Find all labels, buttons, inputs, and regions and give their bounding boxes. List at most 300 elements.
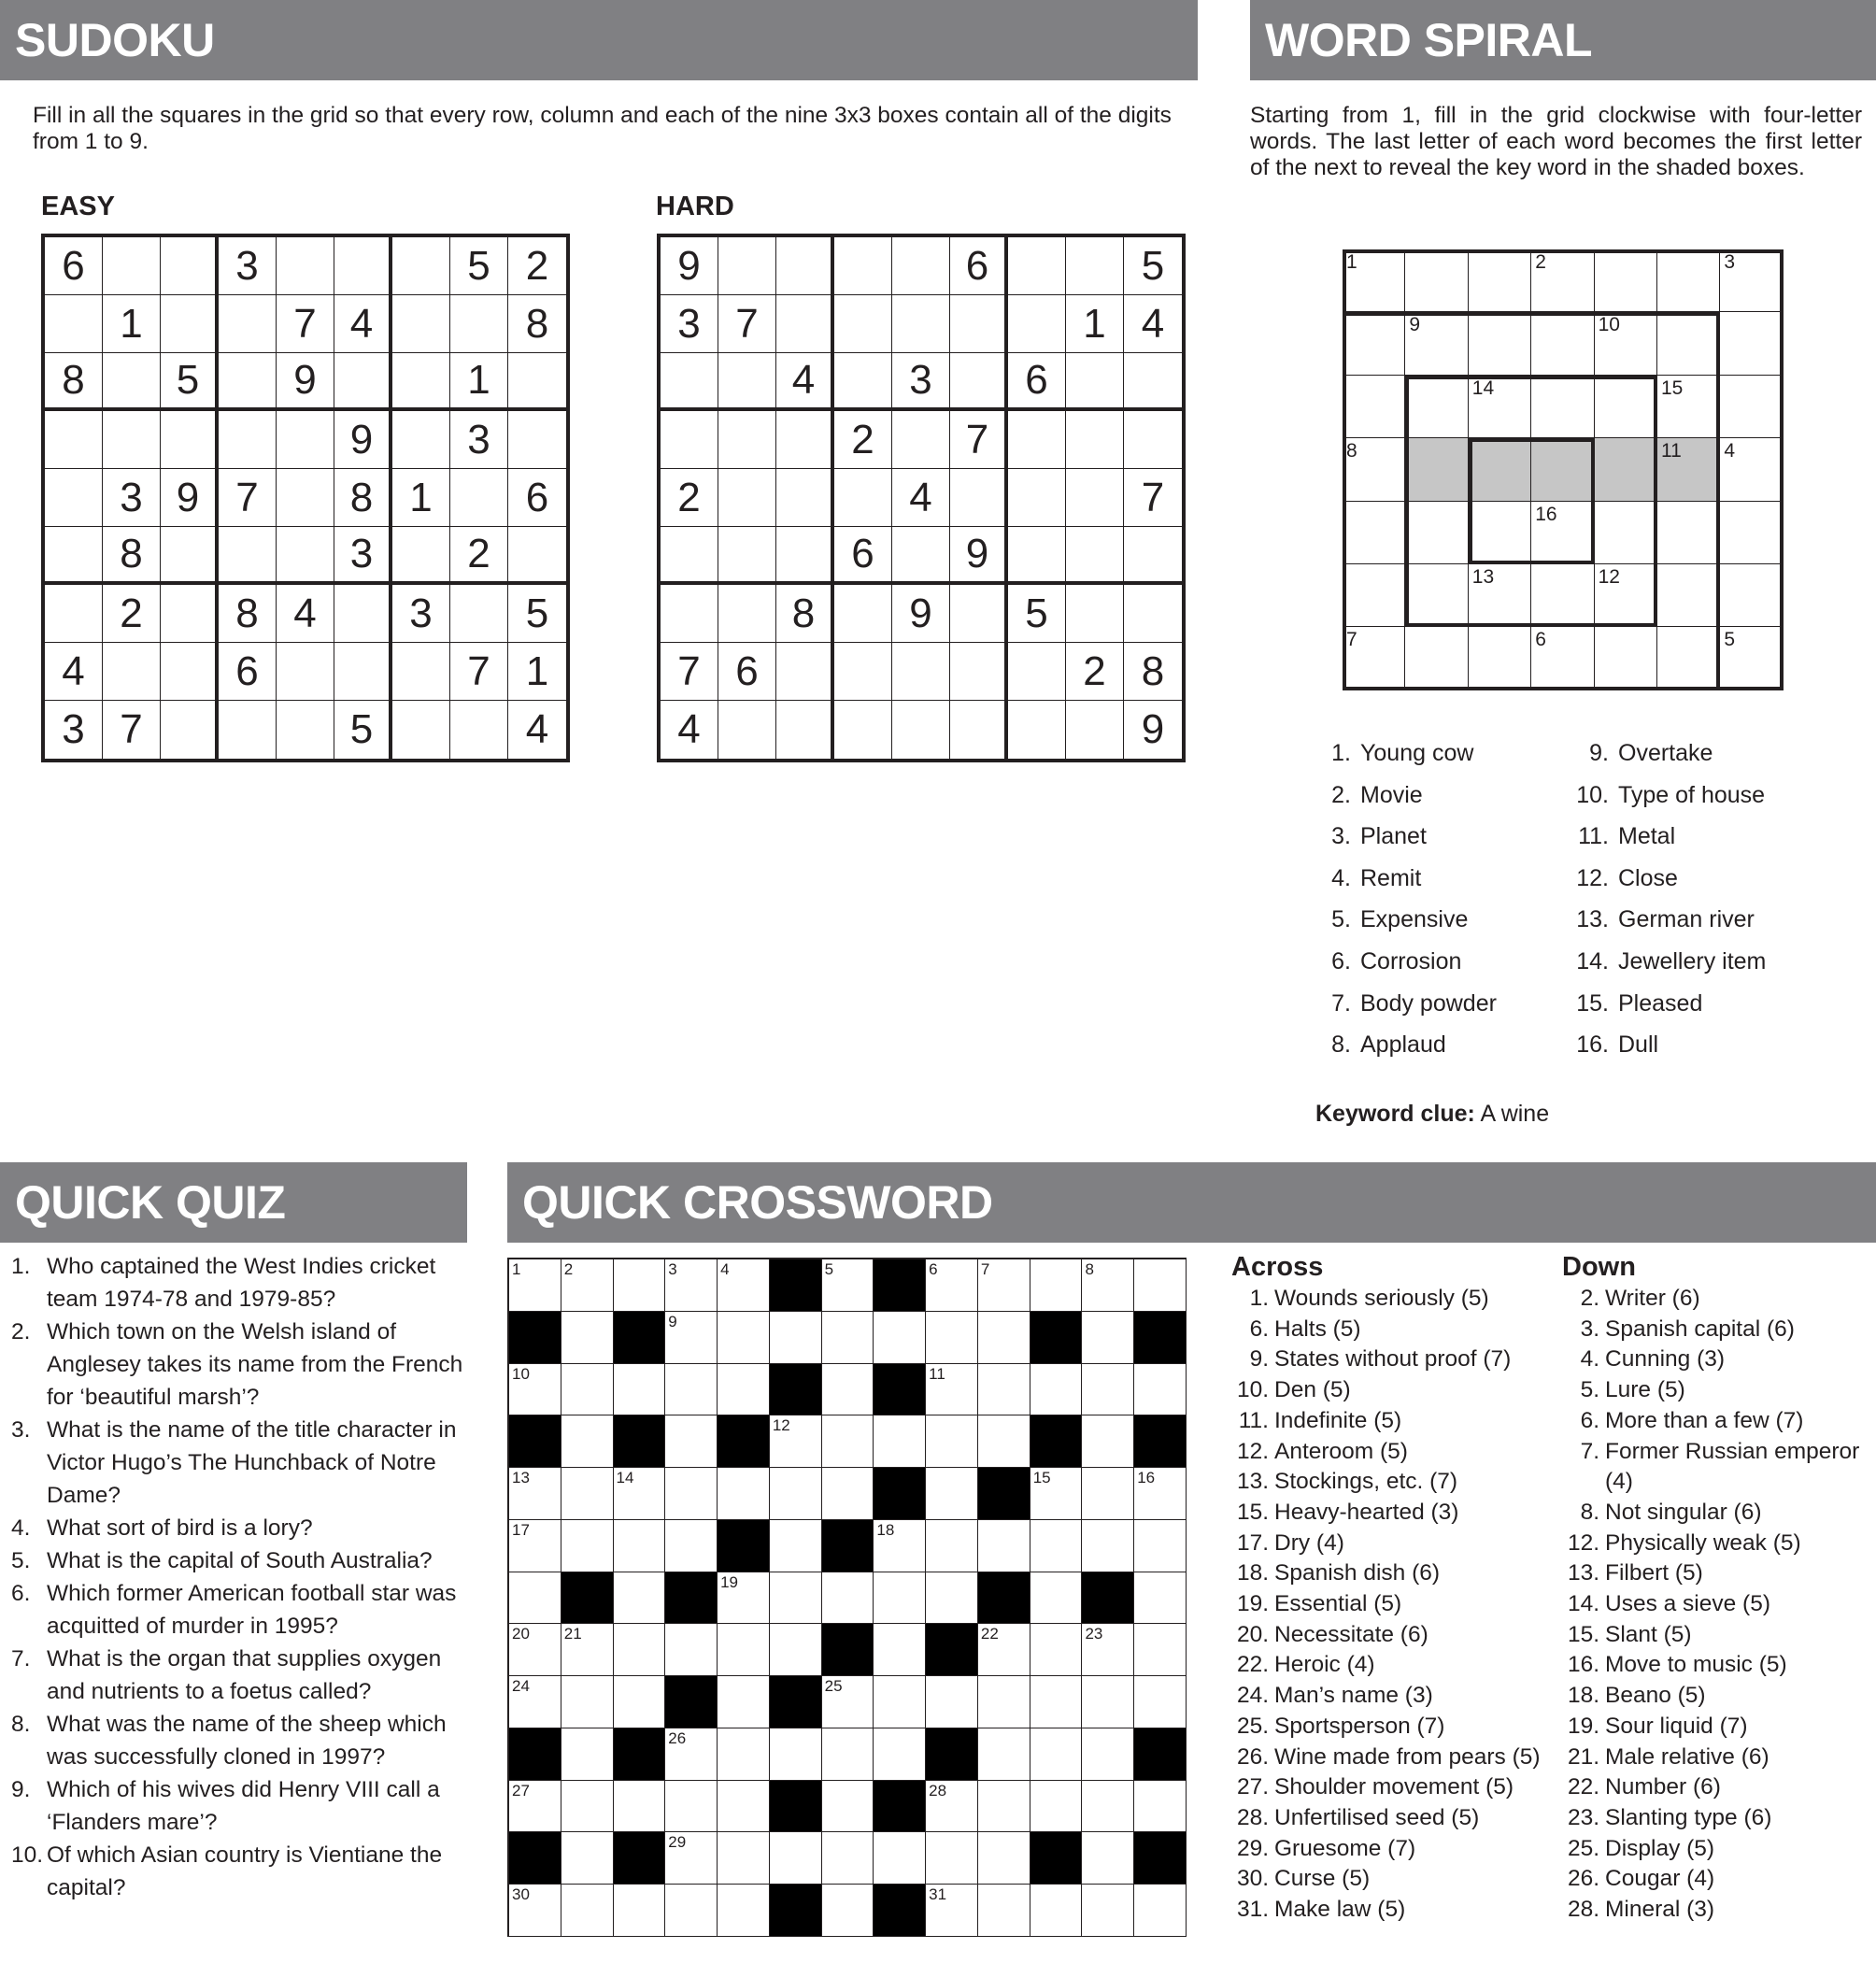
sudoku-cell [161, 237, 219, 295]
sudoku-cell: 4 [892, 469, 950, 527]
crossword-cell[interactable] [718, 1624, 770, 1676]
crossword-cell[interactable] [1030, 1364, 1083, 1416]
spiral-clue [1315, 1031, 1446, 1059]
crossword-cell[interactable] [665, 1781, 718, 1833]
crossword-cell[interactable] [561, 1312, 614, 1364]
crossword-cell[interactable] [665, 1832, 718, 1885]
spiral-cell-number: 6 [1535, 629, 1546, 651]
crossword-cell[interactable] [1082, 1676, 1134, 1728]
keyword-clue [1315, 1101, 1549, 1128]
crossword-cell[interactable] [614, 1624, 666, 1676]
crossword-cell[interactable] [718, 1832, 770, 1885]
crossword-cell[interactable] [874, 1728, 926, 1781]
crossword-cell[interactable] [1134, 1259, 1187, 1312]
crossword-cell[interactable] [874, 1676, 926, 1728]
crossword-cell[interactable] [1030, 1885, 1083, 1937]
sudoku-cell [834, 469, 892, 527]
crossword-cell[interactable] [926, 1520, 978, 1572]
crossword-cell[interactable] [874, 1832, 926, 1885]
sudoku-cell [1008, 411, 1066, 469]
down-clue-number: 28. [1567, 1897, 1599, 1923]
sudoku-cell [45, 411, 103, 469]
sudoku-cell [776, 643, 834, 701]
sudoku-cell: 7 [1124, 469, 1182, 527]
crossword-cell-number: 18 [876, 1520, 895, 1539]
crossword-cell[interactable] [874, 1520, 926, 1572]
crossword-cell[interactable] [561, 1676, 614, 1728]
crossword-cell-number: 16 [1137, 1469, 1156, 1487]
crossword-cell[interactable] [1134, 1520, 1187, 1572]
sudoku-cell [834, 643, 892, 701]
crossword-cell[interactable] [822, 1885, 874, 1937]
sudoku-cell [219, 295, 277, 353]
crossword-cell[interactable] [1134, 1468, 1187, 1520]
quiz-question-text: Which of his wives did Henry VIII call a ‘Flanders mare’? [47, 1777, 440, 1835]
spiral-cell-number: 10 [1598, 314, 1620, 336]
sudoku-cell [45, 585, 103, 643]
sudoku-cell: 2 [661, 469, 718, 527]
sudoku-cell: 2 [508, 237, 566, 295]
across-clue-number: 20. [1236, 1621, 1269, 1647]
spiral-clue-text: Planet [1360, 823, 1427, 850]
sudoku-cell: 4 [1124, 295, 1182, 353]
crossword-cell[interactable] [614, 1885, 666, 1937]
crossword-black-cell [1082, 1572, 1134, 1625]
crossword-black-cell [614, 1728, 666, 1781]
crossword-cell[interactable] [978, 1832, 1030, 1885]
crossword-cell[interactable] [978, 1312, 1030, 1364]
crossword-cell[interactable] [822, 1259, 874, 1312]
sudoku-cell [161, 701, 219, 759]
spiral-clue-number: 3. [1331, 823, 1351, 850]
crossword-cell[interactable] [1030, 1468, 1083, 1520]
quiz-question-text: What is the capital of South Australia? [47, 1548, 433, 1573]
crossword-cell[interactable] [926, 1364, 978, 1416]
down-clue-number: 18. [1567, 1683, 1599, 1709]
crossword-cell[interactable] [665, 1624, 718, 1676]
spiral-clue-number: 7. [1331, 989, 1351, 1017]
sudoku-cell [103, 643, 161, 701]
crossword-cell-number: 9 [668, 1312, 677, 1330]
crossword-cell[interactable] [718, 1468, 770, 1520]
sudoku-cell: 4 [525, 706, 549, 752]
sudoku-instructions: Fill in all the squares in the grid so that every row, column and each of the nine 3x3 boxes contain all of the digits from 1 to 9. [33, 103, 1172, 154]
sudoku-cell: 6 [950, 237, 1008, 295]
crossword-cell[interactable] [614, 1468, 666, 1520]
crossword-cell[interactable] [614, 1259, 666, 1312]
crossword-cell[interactable] [509, 1781, 561, 1833]
crossword-cell[interactable] [1082, 1259, 1134, 1312]
crossword-cell[interactable] [1134, 1885, 1187, 1937]
crossword-cell[interactable] [509, 1468, 561, 1520]
crossword-cell[interactable] [614, 1520, 666, 1572]
spiral-cell [1469, 502, 1531, 564]
crossword-cell[interactable] [770, 1520, 822, 1572]
sudoku-cell: 8 [219, 585, 277, 643]
crossword-cell[interactable] [822, 1572, 874, 1625]
spiral-cell [1405, 502, 1468, 564]
crossword-black-cell [665, 1676, 718, 1728]
across-clue [1231, 1467, 1549, 1498]
sudoku-cell [834, 701, 892, 759]
across-clue-number: 9. [1249, 1346, 1269, 1373]
crossword-cell[interactable] [926, 1572, 978, 1625]
crossword-black-cell [1030, 1832, 1083, 1885]
sudoku-cell [1066, 353, 1124, 411]
across-clue-text: Indefinite (5) [1274, 1407, 1402, 1433]
spiral-cell [1720, 312, 1783, 375]
crossword-cell[interactable] [1030, 1572, 1083, 1625]
sudoku-cell: 9 [892, 585, 950, 643]
crossword-cell[interactable] [822, 1312, 874, 1364]
quiz-question [11, 1708, 469, 1773]
spiral-cell [1720, 438, 1783, 501]
crossword-cell[interactable] [561, 1415, 614, 1468]
sudoku-cell [718, 701, 776, 759]
crossword-cell[interactable] [718, 1259, 770, 1312]
across-clue-number: 1. [1249, 1286, 1269, 1311]
sudoku-cell [718, 527, 776, 585]
quiz-question [11, 1577, 469, 1643]
spiral-clue [1573, 990, 1702, 1017]
crossword-cell[interactable] [614, 1781, 666, 1833]
across-clue-number: 10. [1236, 1377, 1269, 1403]
sudoku-cell: 5 [508, 585, 566, 643]
crossword-black-cell [509, 1832, 561, 1885]
quiz-banner [0, 1162, 467, 1243]
down-clue-number: 16. [1567, 1652, 1599, 1678]
spiral-cell [1531, 627, 1594, 690]
crossword-grid [507, 1258, 1187, 1937]
across-clue [1231, 1406, 1549, 1437]
crossword-cell[interactable] [561, 1468, 614, 1520]
sudoku-easy-grid [41, 234, 570, 762]
crossword-cell[interactable] [509, 1364, 561, 1416]
crossword-cell-number: 31 [929, 1885, 947, 1904]
sudoku-hard-label: HARD [656, 192, 734, 221]
sudoku-cell [277, 411, 334, 469]
crossword-cell[interactable] [770, 1624, 822, 1676]
crossword-cell[interactable] [978, 1676, 1030, 1728]
crossword-cell[interactable] [770, 1468, 822, 1520]
spiral-clue-text: Type of house [1618, 781, 1766, 808]
sudoku-cell: 9 [661, 237, 718, 295]
keyword-clue-label: Keyword clue: [1315, 1101, 1475, 1127]
across-clue-number: 27. [1236, 1774, 1269, 1800]
crossword-cell[interactable] [509, 1572, 561, 1625]
spiral-cell [1531, 438, 1594, 501]
crossword-cell[interactable] [665, 1728, 718, 1781]
sudoku-cell: 1 [103, 295, 161, 353]
spiral-cell [1469, 564, 1531, 627]
crossword-cell[interactable] [561, 1728, 614, 1781]
across-clue-text: Den (5) [1274, 1377, 1351, 1403]
crossword-cell[interactable] [561, 1520, 614, 1572]
crossword-cell-number: 12 [772, 1416, 790, 1435]
crossword-cell[interactable] [770, 1572, 822, 1625]
crossword-black-cell [509, 1728, 561, 1781]
crossword-black-cell [770, 1885, 822, 1937]
quiz-question [11, 1839, 469, 1904]
across-clue [1231, 1375, 1549, 1406]
sudoku-cell [103, 353, 161, 411]
crossword-cell[interactable] [1134, 1781, 1187, 1833]
across-clue-text: Dry (4) [1274, 1529, 1344, 1556]
sudoku-cell [1124, 585, 1182, 643]
crossword-cell[interactable] [926, 1885, 978, 1937]
quiz-question [11, 1643, 469, 1708]
sudoku-cell [718, 585, 776, 643]
spiral-cell [1595, 376, 1657, 438]
down-clue-number: 5. [1580, 1377, 1599, 1403]
crossword-cell[interactable] [926, 1468, 978, 1520]
crossword-cell[interactable] [874, 1312, 926, 1364]
crossword-cell[interactable] [561, 1259, 614, 1312]
down-clue-number: 13. [1567, 1560, 1599, 1586]
quiz-question [11, 1512, 469, 1544]
crossword-cell[interactable] [978, 1728, 1030, 1781]
crossword-cell[interactable] [1134, 1572, 1187, 1625]
across-clue-text: Wine made from pears (5) [1274, 1743, 1541, 1770]
spiral-cell [1469, 312, 1531, 375]
spiral-clue [1315, 823, 1427, 850]
crossword-cell[interactable] [1030, 1259, 1083, 1312]
crossword-black-cell [926, 1728, 978, 1781]
spiral-clue [1573, 782, 1765, 809]
sudoku-cell: 8 [776, 585, 834, 643]
crossword-cell[interactable] [509, 1885, 561, 1937]
crossword-cell[interactable] [978, 1259, 1030, 1312]
sudoku-cell: 4 [277, 585, 334, 643]
sudoku-cell [334, 585, 392, 643]
crossword-cell[interactable] [978, 1415, 1030, 1468]
crossword-cell[interactable] [614, 1676, 666, 1728]
sudoku-cell [834, 295, 892, 353]
spiral-cell [1405, 438, 1468, 501]
crossword-cell[interactable] [509, 1520, 561, 1572]
spiral-clue-number: 6. [1331, 948, 1351, 974]
crossword-cell[interactable] [1030, 1676, 1083, 1728]
crossword-cell[interactable] [718, 1312, 770, 1364]
sudoku-cell [392, 353, 450, 411]
crossword-black-cell [1030, 1312, 1083, 1364]
spiral-cell-number: 16 [1535, 503, 1557, 525]
crossword-cell[interactable] [770, 1832, 822, 1885]
crossword-cell[interactable] [978, 1624, 1030, 1676]
quiz-question [11, 1414, 469, 1512]
sudoku-cell [450, 469, 508, 527]
crossword-cell[interactable] [561, 1781, 614, 1833]
crossword-cell[interactable] [926, 1415, 978, 1468]
crossword-cell[interactable] [1082, 1832, 1134, 1885]
crossword-cell[interactable] [561, 1832, 614, 1885]
sudoku-cell: 7 [450, 643, 508, 701]
sudoku-cell [1066, 237, 1124, 295]
crossword-cell[interactable] [1082, 1728, 1134, 1781]
crossword-cell[interactable] [822, 1415, 874, 1468]
crossword-cell[interactable] [665, 1259, 718, 1312]
sudoku-cell: 6 [219, 643, 277, 701]
sudoku-cell [776, 237, 834, 295]
down-clue [1562, 1743, 1870, 1773]
sudoku-cell [776, 527, 834, 585]
quiz-question-number: 3. [11, 1417, 31, 1443]
crossword-cell[interactable] [978, 1781, 1030, 1833]
crossword-black-cell [1134, 1728, 1187, 1781]
crossword-cell[interactable] [926, 1312, 978, 1364]
crossword-cell[interactable] [718, 1781, 770, 1833]
across-clue [1231, 1529, 1549, 1559]
spiral-cell [1405, 249, 1468, 312]
spiral-clue-number: 2. [1331, 781, 1351, 808]
crossword-cell[interactable] [1134, 1364, 1187, 1416]
crossword-cell[interactable] [874, 1572, 926, 1625]
crossword-cell[interactable] [1030, 1728, 1083, 1781]
crossword-cell[interactable] [509, 1676, 561, 1728]
crossword-cell[interactable] [665, 1520, 718, 1572]
crossword-cell[interactable] [665, 1885, 718, 1937]
sudoku-cell [1066, 585, 1124, 643]
sudoku-cell [776, 701, 834, 759]
word-spiral-banner [1250, 0, 1876, 80]
sudoku-cell [334, 643, 392, 701]
crossword-cell[interactable] [822, 1781, 874, 1833]
spiral-cell [1720, 564, 1783, 627]
spiral-cell-number: 2 [1535, 251, 1546, 273]
crossword-black-cell [978, 1572, 1030, 1625]
crossword-cell[interactable] [926, 1832, 978, 1885]
crossword-cell[interactable] [978, 1885, 1030, 1937]
crossword-cell[interactable] [770, 1312, 822, 1364]
crossword-cell[interactable] [1082, 1520, 1134, 1572]
crossword-cell[interactable] [926, 1676, 978, 1728]
crossword-cell[interactable] [978, 1364, 1030, 1416]
crossword-cell[interactable] [822, 1468, 874, 1520]
word-spiral-instructions: Starting from 1, fill in the grid clockwise with four-letter words. The last letter of each word becomes the first letter of the next to reveal the key word in the shaded boxes. [1250, 103, 1862, 180]
crossword-cell[interactable] [1082, 1415, 1134, 1468]
crossword-cell[interactable] [509, 1259, 561, 1312]
down-clue-text: Slant (5) [1605, 1621, 1692, 1647]
crossword-cell[interactable] [665, 1468, 718, 1520]
crossword-cell[interactable] [1082, 1781, 1134, 1833]
spiral-cell [1469, 438, 1531, 501]
crossword-black-cell [1030, 1415, 1083, 1468]
across-clue-text: Heroic (4) [1274, 1652, 1375, 1678]
crossword-cell[interactable] [1134, 1624, 1187, 1676]
crossword-cell[interactable] [718, 1676, 770, 1728]
spiral-clue [1315, 906, 1468, 933]
crossword-cell[interactable] [1030, 1781, 1083, 1833]
crossword-cell[interactable] [822, 1832, 874, 1885]
spiral-clue-text: Pleased [1618, 989, 1703, 1017]
crossword-cell-number: 2 [563, 1260, 574, 1278]
sudoku-cell [892, 643, 950, 701]
crossword-cell[interactable] [1082, 1364, 1134, 1416]
crossword-cell[interactable] [718, 1728, 770, 1781]
sudoku-cell: 5 [1008, 585, 1066, 643]
down-clue-number: 19. [1567, 1713, 1599, 1739]
spiral-clue-number: 10. [1576, 781, 1609, 808]
crossword-cell[interactable] [665, 1364, 718, 1416]
crossword-cell[interactable] [822, 1676, 874, 1728]
crossword-cell[interactable] [718, 1572, 770, 1625]
crossword-cell[interactable] [770, 1728, 822, 1781]
across-clue-number: 22. [1236, 1652, 1269, 1678]
crossword-cell[interactable] [509, 1624, 561, 1676]
crossword-cell[interactable] [1134, 1676, 1187, 1728]
crossword-cell[interactable] [561, 1364, 614, 1416]
spiral-cell [1657, 438, 1720, 501]
crossword-cell[interactable] [1082, 1885, 1134, 1937]
down-clue [1562, 1406, 1870, 1437]
crossword-cell[interactable] [665, 1415, 718, 1468]
sudoku-cell: 1 [392, 469, 450, 527]
spiral-clue-number: 1. [1331, 740, 1351, 766]
sudoku-cell [392, 295, 450, 353]
crossword-cell[interactable] [718, 1364, 770, 1416]
crossword-cell[interactable] [978, 1520, 1030, 1572]
crossword-cell-number: 26 [668, 1728, 687, 1747]
word-spiral-title: WORD SPIRAL [1265, 14, 1593, 66]
across-clue-number: 26. [1236, 1743, 1269, 1770]
crossword-cell[interactable] [561, 1885, 614, 1937]
sudoku-cell: 5 [450, 237, 508, 295]
crossword-cell[interactable] [926, 1781, 978, 1833]
crossword-cell[interactable] [561, 1624, 614, 1676]
sudoku-cell [1008, 237, 1066, 295]
spiral-cell [1343, 627, 1405, 690]
crossword-cell[interactable] [614, 1364, 666, 1416]
sudoku-cell: 8 [103, 527, 161, 585]
down-clue-text: Move to music (5) [1605, 1652, 1787, 1678]
sudoku-cell [45, 469, 103, 527]
crossword-cell[interactable] [718, 1885, 770, 1937]
crossword-cell[interactable] [1082, 1468, 1134, 1520]
crossword-cell[interactable] [1082, 1312, 1134, 1364]
crossword-black-cell [874, 1364, 926, 1416]
crossword-cell[interactable] [874, 1415, 926, 1468]
sudoku-cell [892, 527, 950, 585]
crossword-black-cell [874, 1885, 926, 1937]
sudoku-cell [392, 643, 450, 701]
crossword-cell[interactable] [1030, 1624, 1083, 1676]
down-clue-number: 14. [1567, 1591, 1599, 1617]
down-clue-number: 26. [1567, 1866, 1599, 1892]
spiral-clue [1573, 823, 1675, 850]
crossword-cell[interactable] [874, 1624, 926, 1676]
across-clue-number: 18. [1236, 1560, 1269, 1586]
down-clue-number: 15. [1567, 1621, 1599, 1647]
crossword-cell[interactable] [1030, 1520, 1083, 1572]
crossword-cell[interactable] [770, 1415, 822, 1468]
spiral-cell-number: 9 [1409, 314, 1421, 336]
across-clue-text: Shoulder movement (5) [1274, 1774, 1514, 1800]
sudoku-cell: 7 [219, 469, 277, 527]
down-clue-number: 3. [1580, 1316, 1599, 1342]
crossword-cell[interactable] [926, 1259, 978, 1312]
crossword-cell[interactable] [1082, 1624, 1134, 1676]
sudoku-cell: 5 [334, 701, 392, 759]
spiral-cell-number: 5 [1724, 629, 1736, 651]
sudoku-cell [277, 701, 334, 759]
crossword-cell-number: 28 [929, 1781, 947, 1799]
crossword-cell[interactable] [822, 1728, 874, 1781]
across-clue-number: 29. [1236, 1835, 1269, 1861]
crossword-cell[interactable] [822, 1364, 874, 1416]
crossword-cell[interactable] [614, 1572, 666, 1625]
crossword-cell[interactable] [665, 1312, 718, 1364]
crossword-black-cell [509, 1415, 561, 1468]
